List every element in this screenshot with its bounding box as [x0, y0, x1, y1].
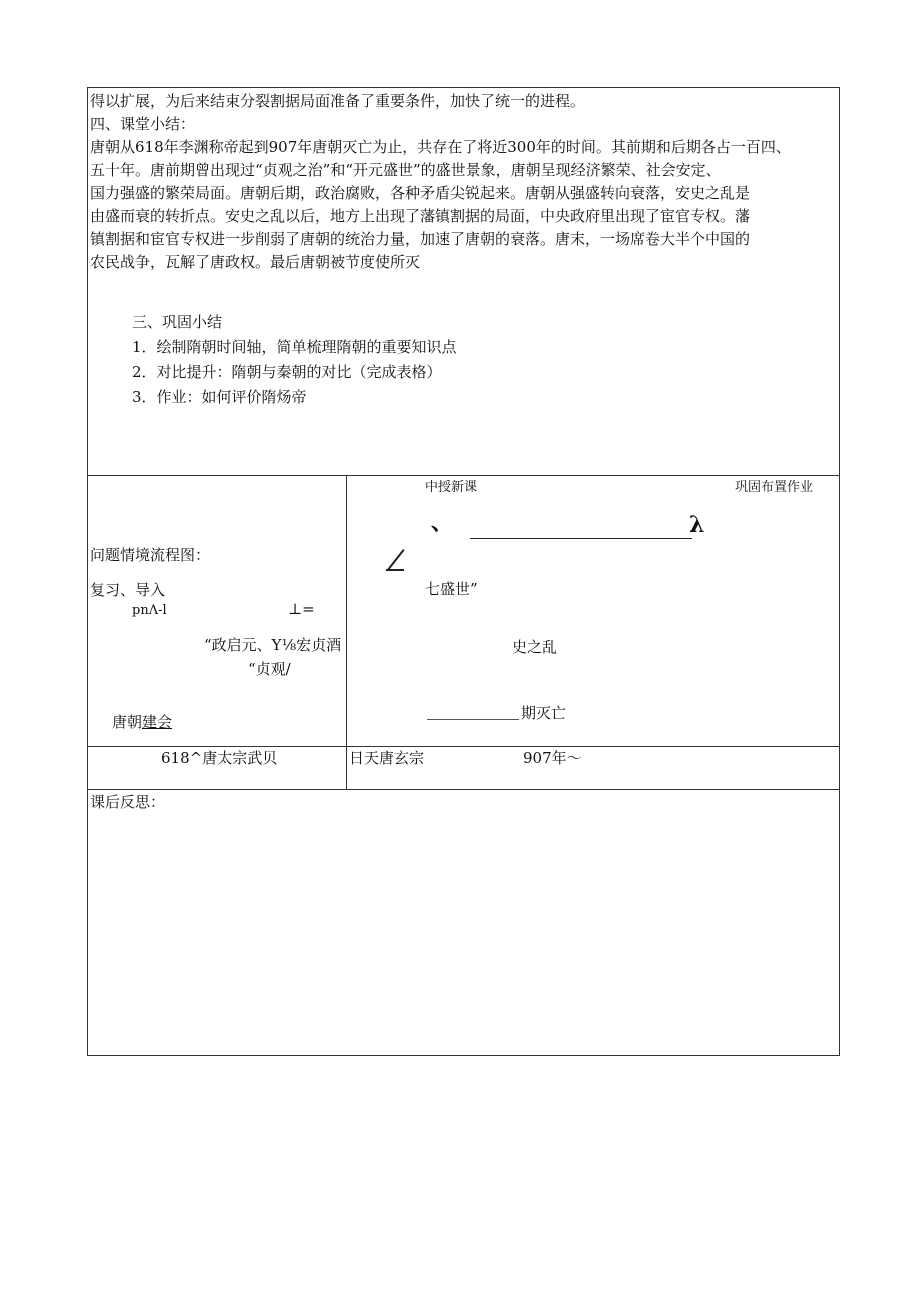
flow-left-cell [87, 475, 347, 747]
new-lesson-label: 中授新课 [425, 480, 478, 495]
timeline-left-text: 618^唐太宗武贝 [161, 749, 278, 767]
summary-para-line: 镇割据和宦官专权进一步削弱了唐朝的统治力量，加速了唐朝的衰落。唐末，一场席卷大半个中国的 [90, 230, 751, 248]
summary-heading: 四、课堂小结： [90, 115, 196, 133]
qi-mie-wang-text: 期灭亡 [521, 704, 567, 722]
tang-founded-text [112, 713, 172, 731]
timeline-left-cell [87, 746, 347, 790]
summary-para-line: 由盛而衰的转折点。安史之乱以后，地方上出现了藩镇割据的局面，中央政府里出现了宦官专权。藩 [90, 207, 751, 225]
summary-para-line: 国力强盛的繁荣局面。唐朝后期，政治腐败，各种矛盾尖锐起来。唐朝从强盛转向衰落，安史之乱是 [90, 184, 751, 202]
tang-founded-a: 唐朝 [112, 713, 143, 731]
fragment-text: pnΛ-l [132, 603, 167, 618]
tang-founded-b: 建会 [142, 713, 173, 731]
summary-para-line: 五十年。唐前期曾出现过“贞观之治”和“开元盛世”的盛世景象，唐朝呈现经济繁荣、社会安定、 [90, 161, 721, 179]
flow-underline-short [427, 719, 519, 720]
timeline-mid-text: 日天唐玄宗 [349, 749, 425, 767]
reflection-label: 课后反思： [90, 793, 166, 811]
zhengqi-text: “政启元、Y⅛宏贞酒 [204, 636, 342, 654]
qi-shengshi-text: 七盛世” [425, 580, 478, 598]
summary-line-0: 得以扩展，为后来结束分裂割据局面准备了重要条件，加快了统一的进程。 [90, 92, 586, 110]
consolidate-item: 1．绘制隋朝时间轴，简单梳理隋朝的重要知识点 [132, 338, 457, 356]
consolidate-heading: 三、巩固小结 [132, 313, 223, 331]
problem-flow-label: 问题情境流程图： [90, 546, 211, 564]
comma-mark: 、 [431, 510, 454, 536]
zhenguan-text: “贞观/ [248, 660, 291, 678]
consolidate-item: 2．对比提升：隋朝与秦朝的对比（完成表格） [132, 363, 442, 381]
timeline-right-text: 907年～ [523, 749, 582, 767]
timeline-right-cell [346, 746, 840, 790]
review-label: 复习、导入 [90, 581, 166, 599]
lambda-mark: λ [689, 512, 705, 538]
fragment-text: ⊥= [288, 600, 315, 618]
homework-label: 巩固布置作业 [735, 480, 814, 495]
flow-stroke-diagonal [387, 549, 405, 571]
flow-underline-long [470, 538, 692, 539]
summary-para-line: 唐朝从618年李渊称帝起到907年唐朝灭亡为止，共存在了将近300年的时间。其前期和后期各占一百四、 [90, 138, 791, 156]
reflection-cell [87, 789, 840, 1056]
flow-right-cell [346, 475, 840, 747]
shi-zhi-luan-text: 史之乱 [512, 638, 558, 656]
summary-para-line: 农民战争，瓦解了唐政权。最后唐朝被节度使所灭 [90, 253, 421, 271]
consolidate-item: 3．作业：如何评价隋炀帝 [132, 388, 307, 406]
summary-cell [87, 87, 840, 476]
